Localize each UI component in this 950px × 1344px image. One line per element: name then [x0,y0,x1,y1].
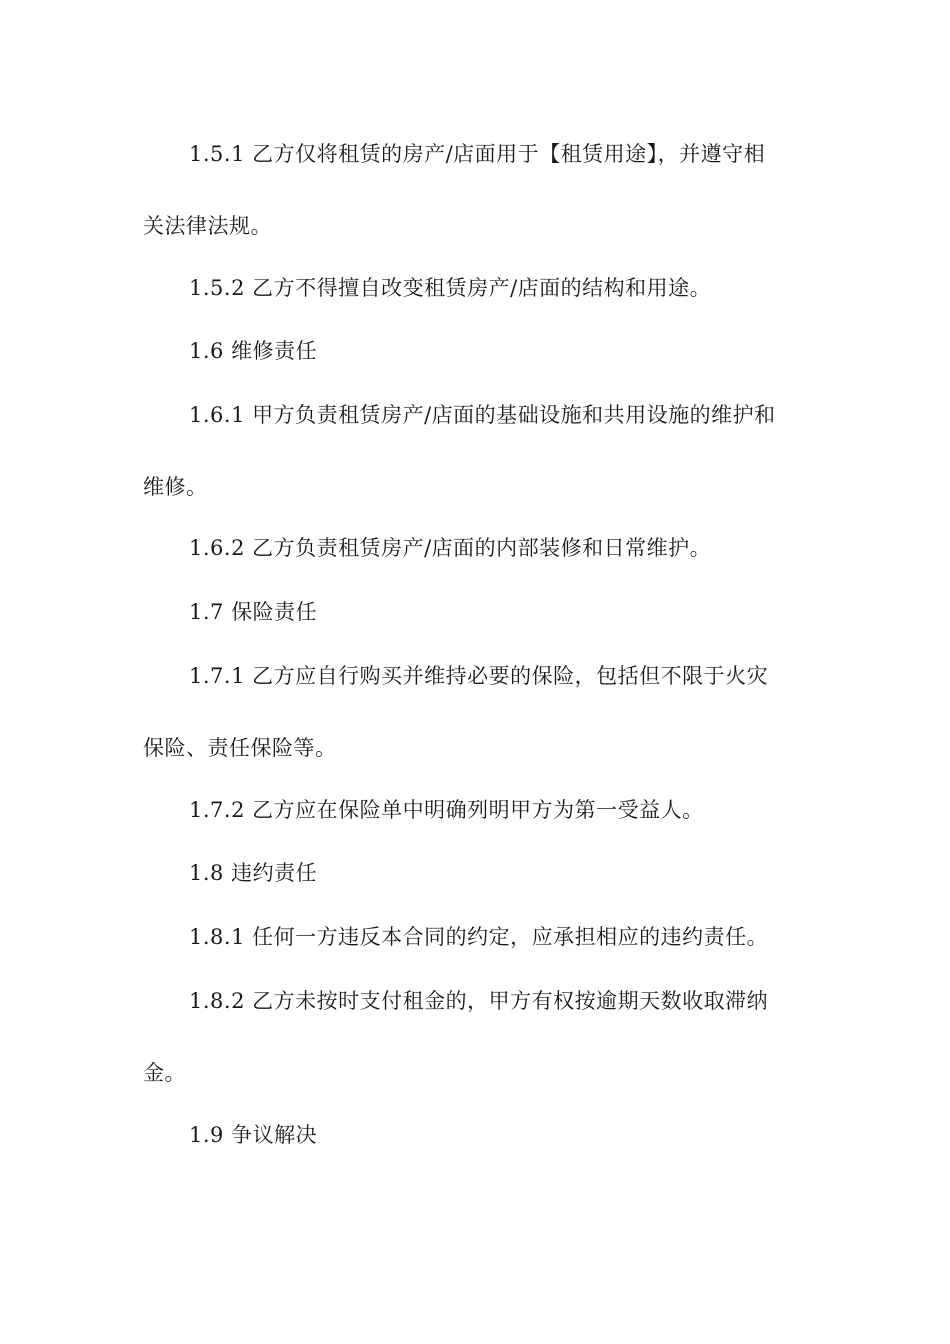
clause-1-8-1-text: 1.8.1 任何一方违反本合同的约定，应承担相应的违约责任。 [189,925,769,949]
clause-1-8-2-continuation: 金。 [143,1061,186,1085]
clause-1-8-2-text: 1.8.2 乙方未按时支付租金的，甲方有权按逾期天数收取滞纳 [189,989,769,1013]
clause-1-6-1-continuation: 维修。 [143,475,208,499]
section-1-7-heading: 1.7 保险责任 [189,600,318,624]
clause-1-7-1-continuation: 保险、责任保险等。 [143,736,337,760]
section-1-9-heading: 1.9 争议解决 [189,1123,318,1147]
clause-1-6-2-text: 1.6.2 乙方负责租赁房产/店面的内部装修和日常维护。 [189,536,712,560]
clause-1-7-1-text: 1.7.1 乙方应自行购买并维持必要的保险，包括但不限于火灾 [189,664,769,688]
clause-1-5-1-continuation: 关法律法规。 [143,214,272,238]
clause-1-5-2-text: 1.5.2 乙方不得擅自改变租赁房产/店面的结构和用途。 [189,276,712,300]
section-1-8-heading: 1.8 违约责任 [189,861,318,885]
section-1-6-heading: 1.6 维修责任 [189,339,318,363]
clause-1-6-1-text: 1.6.1 甲方负责租赁房产/店面的基础设施和共用设施的维护和 [189,403,776,427]
clause-1-5-1-text: 1.5.1 乙方仅将租赁的房产/店面用于【租赁用途】，并遵守相 [189,142,766,166]
clause-1-7-2-text: 1.7.2 乙方应在保险单中明确列明甲方为第一受益人。 [189,798,704,822]
